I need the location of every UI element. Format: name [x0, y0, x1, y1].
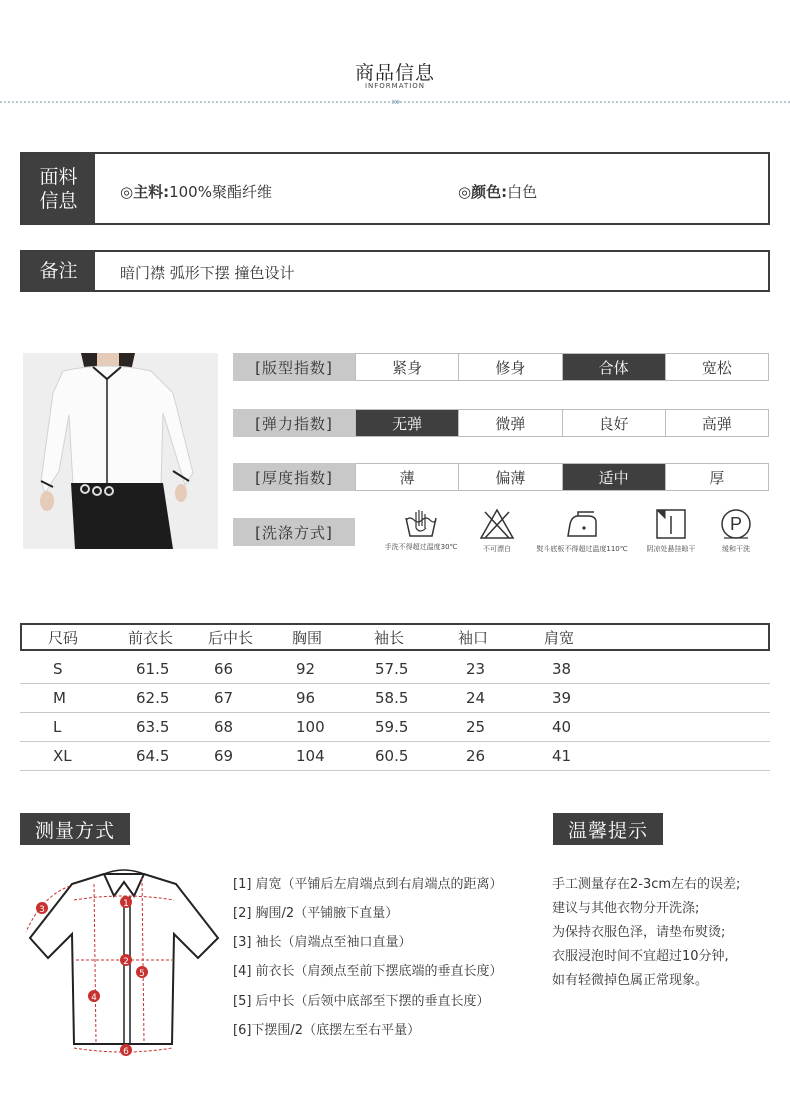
stretch-index-options: [355, 409, 769, 437]
cell-back-length: 69: [214, 747, 234, 765]
cell-cuff: 24: [466, 689, 486, 707]
measure-item-5: [5] 后中长（后领中底部至下摆的垂直长度）: [233, 994, 490, 1009]
fit-option-slim: 修身: [458, 354, 561, 380]
table-row: [20, 684, 770, 713]
fabric-label-line2: 信息: [39, 189, 78, 212]
stretch-index-label: [弹力指数]: [233, 409, 355, 437]
thickness-index-label: [厚度指数]: [233, 463, 355, 491]
stretch-option-high: 高弹: [665, 410, 768, 436]
cell-back-length: 68: [214, 718, 234, 736]
marker-3: 3: [39, 905, 45, 915]
fit-option-loose: 宽松: [665, 354, 768, 380]
header-back-length: 后中长: [208, 628, 254, 647]
cell-front-length: 62.5: [136, 689, 170, 707]
fit-index-label: [版型指数]: [233, 353, 355, 381]
measure-title: 测量方式: [20, 813, 130, 845]
fit-index-options: [355, 353, 769, 381]
cell-shoulder: 38: [552, 660, 572, 678]
wash-item-iron: [528, 508, 636, 554]
color-label: ◎颜色:: [458, 183, 508, 201]
size-table-header: [20, 623, 770, 651]
material-label: ◎主料:: [120, 183, 170, 201]
marker-4: 4: [91, 993, 97, 1003]
hand-wash-icon: [404, 508, 438, 538]
cell-shoulder: 41: [552, 747, 572, 765]
cell-back-length: 66: [214, 660, 234, 678]
stretch-option-good: 良好: [562, 410, 665, 436]
wash-item-hangdry: [640, 508, 702, 554]
measure-item-3: [3] 袖长（肩端点至袖口直量）: [233, 935, 412, 950]
color-value: 白色: [507, 183, 538, 201]
cell-front-length: 63.5: [136, 718, 170, 736]
measurement-diagram: [22, 866, 226, 1060]
cell-sleeve-length: 59.5: [375, 718, 409, 736]
cell-size: S: [53, 660, 63, 678]
dry-clean-icon: [720, 508, 752, 540]
thickness-index-options: [355, 463, 769, 491]
iron-icon: [564, 508, 600, 540]
measure-item-2: [2] 胸围/2（平铺腋下直量）: [233, 906, 399, 921]
thickness-option-thin: 薄: [399, 468, 415, 487]
marker-1: 1: [123, 899, 129, 909]
fit-option-tight: 紧身: [392, 358, 423, 377]
hang-dry-icon: [655, 508, 687, 540]
cell-sleeve-length: 60.5: [375, 747, 409, 765]
table-row: [20, 742, 770, 771]
dry-clean-glyph: P: [729, 514, 743, 534]
cell-bust: 96: [296, 689, 316, 707]
header-size: 尺码: [48, 628, 79, 647]
cell-bust: 104: [296, 747, 325, 765]
cell-bust: 100: [296, 718, 325, 736]
fabric-label: [22, 154, 95, 223]
wash-text-handwash: 手洗不得超过温度30℃: [384, 543, 458, 551]
cell-size: M: [53, 689, 66, 707]
measure-item-6: [6]下摆围/2（底摆左至右平量）: [233, 1023, 421, 1038]
cell-cuff: 25: [466, 718, 486, 736]
cell-size: XL: [53, 747, 72, 765]
thickness-option-thinnish: 偏薄: [458, 464, 561, 490]
tip-line-2: 建议与其他衣物分开洗涤;: [552, 901, 700, 916]
tip-line-1: 手工测量存在2-3cm左右的误差;: [552, 877, 741, 892]
marker-2: 2: [123, 957, 129, 967]
notes-value: 暗门襟 弧形下摆 撞色设计: [120, 264, 295, 282]
cell-shoulder: 40: [552, 718, 572, 736]
cell-size: L: [53, 718, 62, 736]
fabric-label-line1: 面料: [39, 165, 78, 188]
fit-option-regular: 合体: [562, 354, 665, 380]
material-value: 100%聚酯纤维: [169, 183, 272, 201]
section-title: 商品信息: [354, 62, 435, 84]
cell-bust: 92: [296, 660, 316, 678]
wash-text-hangdry: 阴凉处悬挂晾干: [646, 545, 696, 553]
thickness-option-thick: 厚: [665, 464, 768, 490]
wash-item-dryclean: [706, 508, 766, 554]
cell-cuff: 26: [466, 747, 486, 765]
wash-item-nobleach: [470, 508, 524, 554]
header-sleeve-length: 袖长: [374, 628, 405, 647]
tip-line-4: 衣服浸泡时间不宜超过10分钟,: [552, 949, 729, 964]
measure-item-4: [4] 前衣长（肩颈点至前下摆底端的垂直长度）: [233, 964, 503, 979]
table-row: [20, 655, 770, 684]
thickness-option-medium: 适中: [562, 464, 665, 490]
wash-method-label: [洗涤方式]: [233, 518, 355, 546]
header-cuff: 袖口: [458, 628, 489, 647]
cell-back-length: 67: [214, 689, 234, 707]
product-photo: [23, 353, 218, 549]
wash-text-dryclean: 缓和干洗: [722, 545, 750, 553]
chevron-right-icon: ›››: [391, 95, 399, 108]
cell-cuff: 23: [466, 660, 486, 678]
cell-sleeve-length: 57.5: [375, 660, 409, 678]
tip-line-3: 为保持衣服色泽，请垫布熨烫;: [552, 925, 726, 940]
wash-text-nobleach: 不可漂白: [483, 545, 511, 553]
marker-6: 6: [123, 1047, 129, 1057]
wash-text-iron: 熨斗底板不得超过温度110℃: [536, 545, 628, 553]
section-subtitle: INFORMATION: [364, 82, 426, 90]
tips-title: 温馨提示: [553, 813, 663, 845]
color-info: [458, 181, 537, 202]
no-bleach-icon: [479, 508, 515, 540]
notes-box: [20, 250, 770, 292]
cell-front-length: 61.5: [136, 660, 170, 678]
header-shoulder: 肩宽: [544, 628, 575, 647]
notes-label: 备注: [22, 252, 95, 290]
cell-sleeve-length: 58.5: [375, 689, 409, 707]
wash-item-handwash: [376, 508, 466, 552]
stretch-option-none: 无弹: [356, 410, 458, 436]
material-info: [120, 181, 272, 202]
table-row: [20, 713, 770, 742]
marker-5: 5: [139, 969, 145, 979]
header-bust: 胸围: [292, 628, 323, 647]
tip-line-5: 如有轻微掉色属正常现象。: [552, 973, 709, 988]
stretch-option-slight: 微弹: [458, 410, 561, 436]
measure-item-1: [1] 肩宽（平铺后左肩端点到右肩端点的距离）: [233, 877, 503, 892]
fabric-info-box: [20, 152, 770, 225]
header-front-length: 前衣长: [128, 628, 174, 647]
cell-shoulder: 39: [552, 689, 572, 707]
cell-front-length: 64.5: [136, 747, 170, 765]
